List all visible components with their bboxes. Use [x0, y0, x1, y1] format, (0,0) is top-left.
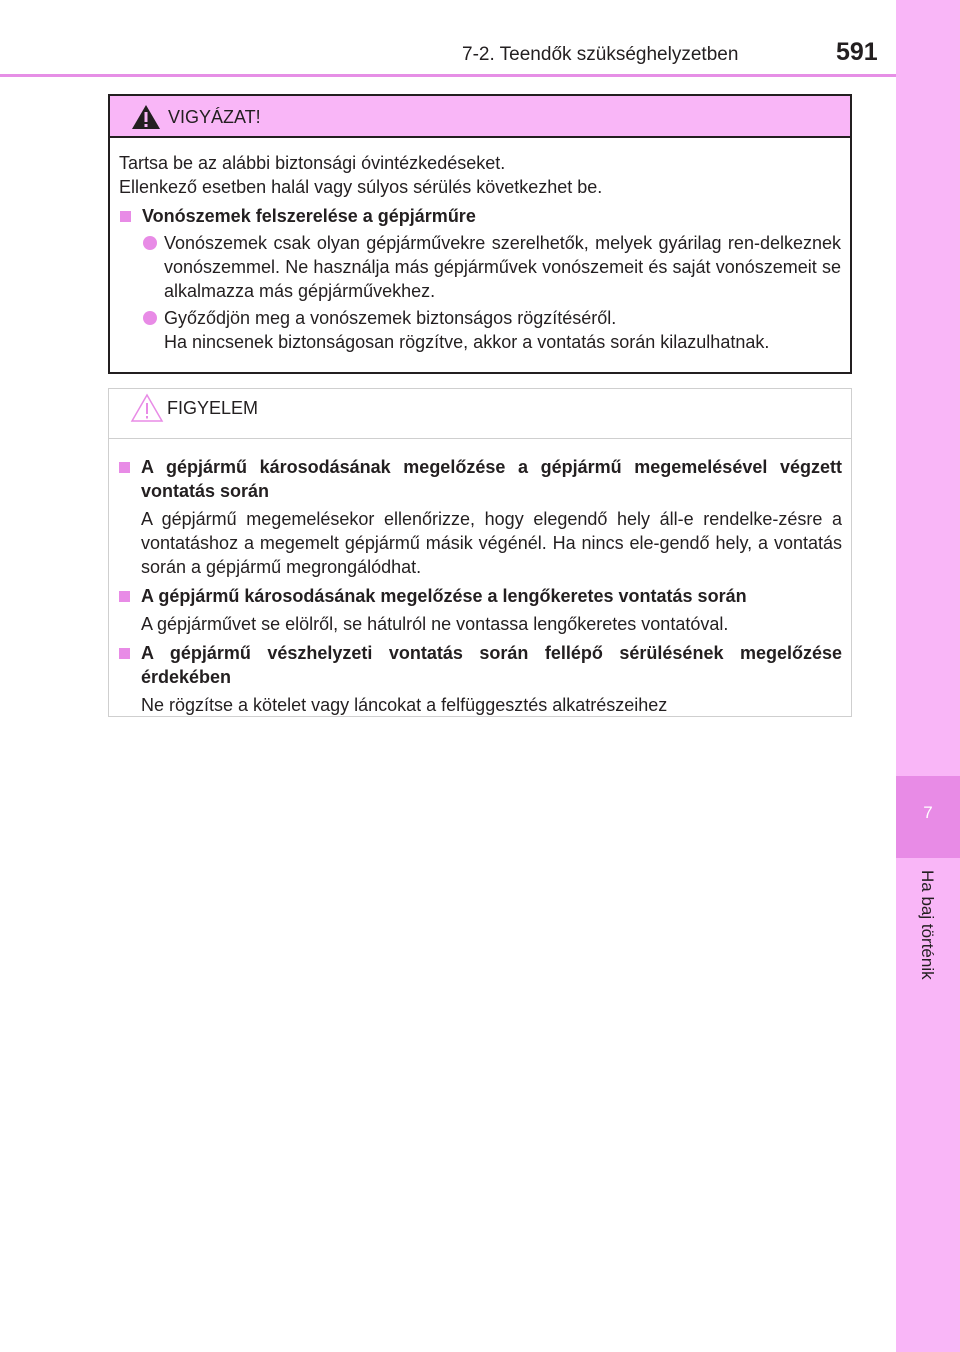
chapter-number-box — [896, 776, 960, 858]
page-number: 591 — [836, 38, 878, 66]
notice-section-2-heading-row — [118, 584, 842, 608]
notice-header — [109, 389, 851, 439]
warning-bullet-2 — [119, 306, 841, 354]
notice-title: FIGYELEM — [167, 398, 259, 418]
notice-box — [108, 388, 852, 717]
warning-section-heading: Vonószemek felszerelése a gépjárműre — [142, 206, 476, 226]
chapter-label-container — [917, 870, 939, 1010]
notice-section-3-heading: A gépjármű vészhelyzeti vontatás során fellépő sérülésének megelőzése érdekében — [141, 643, 842, 687]
warning-bullet-2-text: Győződjön meg a vonószemek biztonságos rögzítéséről. — [164, 308, 617, 328]
warning-intro-line1: Tartsa be az alábbi biztonsági óvintézkedéseket. — [119, 153, 506, 173]
section-square-icon — [119, 591, 130, 602]
warning-section-heading-row — [119, 204, 841, 228]
chapter-label: Ha baj történik — [918, 870, 937, 980]
section-title: 7-2. Teendők szükséghelyzetben — [462, 44, 739, 65]
section-square-icon — [120, 211, 131, 222]
section-square-icon — [119, 648, 130, 659]
bullet-dot-icon — [143, 236, 157, 250]
warning-body — [110, 138, 850, 354]
header-divider — [0, 74, 896, 77]
notice-section-2-text: A gépjárművet se elölről, se hátulról ne vontassa lengőkeretes vontatóval. — [141, 614, 729, 634]
chapter-side-tab — [896, 0, 960, 1352]
chapter-number: 7 — [923, 803, 933, 822]
notice-section-1-heading: A gépjármű károsodásának megelőzése a gépjármű megemelésével végzett vontatás során — [141, 457, 842, 501]
warning-bullet-2-line2: Ha nincsenek biztonságosan rögzítve, akkor a vontatás során kilazulhatnak. — [164, 332, 770, 352]
notice-section-3-text: Ne rögzítse a kötelet vagy láncokat a felfüggesztés alkatrészeihez — [141, 695, 668, 715]
section-square-icon — [119, 462, 130, 473]
warning-title: VIGYÁZAT! — [168, 107, 261, 127]
warning-box — [108, 94, 852, 374]
bullet-dot-icon — [143, 311, 157, 325]
notice-body — [109, 439, 851, 717]
notice-section-1-text: A gépjármű megemelésekor ellenőrizze, hogy elegendő hely áll-e rendelke-zésre a vontatáshoz a megemelt gépjármű másik végénél. Ha nincs ele-gendő hely, a vontatás során a gépjármű megrongálódhat. — [141, 509, 842, 577]
notice-section-2-heading: A gépjármű károsodásának megelőzése a lengőkeretes vontatás során — [141, 586, 747, 606]
caution-triangle-icon — [130, 393, 164, 423]
notice-section-3-heading-row — [118, 641, 842, 689]
warning-bullet-1-text: Vonószemek csak olyan gépjárművekre szerelhetők, melyek gyárilag ren-delkeznek vonószemmel. Ne használja más gépjárművek vonószemeit és saját vonószemeit se alkalmazza más gépjárművekhez. — [164, 233, 841, 301]
notice-section-1-heading-row — [118, 455, 842, 503]
warning-triangle-icon — [131, 104, 161, 130]
warning-bullet-1 — [119, 231, 841, 303]
warning-intro-line2: Ellenkező esetben halál vagy súlyos sérülés következhet be. — [119, 177, 603, 197]
warning-header — [110, 96, 850, 138]
